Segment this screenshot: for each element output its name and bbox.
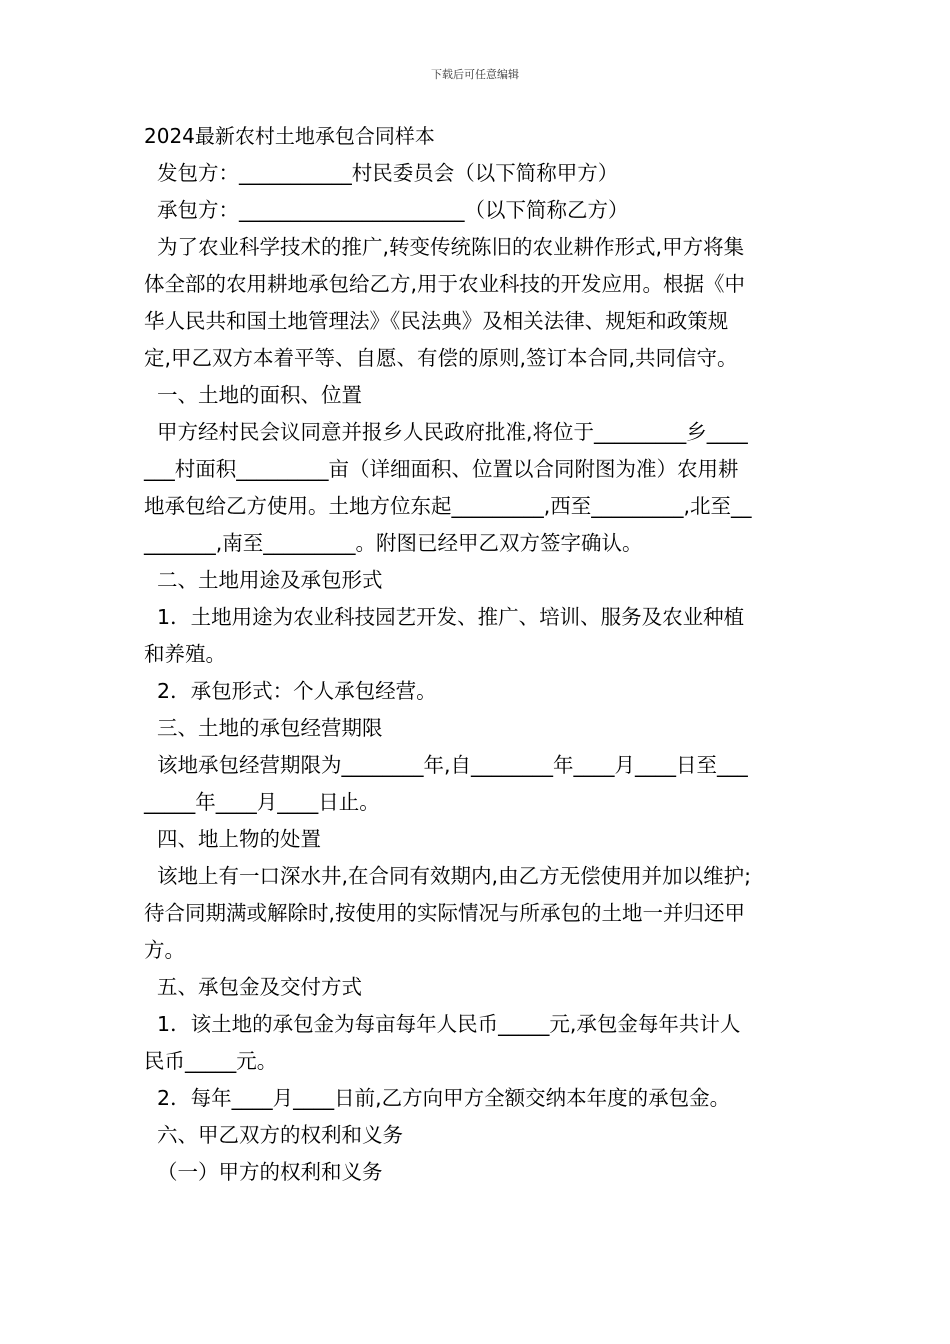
preamble-line: 华人民共和国土地管理法》《民法典》及相关法律、规矩和政策规: [144, 309, 729, 333]
section-heading: 二、土地用途及承包形式: [144, 568, 383, 592]
paragraph-line: 2．承包形式：个人承包经营。: [144, 679, 437, 703]
paragraph-line: 地承包给乙方使用。土地方位东起_________,西至_________,北至__: [144, 494, 752, 518]
preamble-line: 体全部的农用耕地承包给乙方,用于农业科技的开发应用。根据《中: [144, 272, 746, 296]
section-heading: 六、甲乙双方的权利和义务: [144, 1123, 404, 1147]
subsection-heading: （一）甲方的权利和义务: [144, 1160, 383, 1184]
paragraph-line: _____年____月____日止。: [144, 790, 380, 814]
paragraph-line: ___村面积_________亩（详细面积、位置以合同附图为准）农用耕: [144, 457, 739, 481]
section-heading: 四、地上物的处置: [144, 827, 322, 851]
paragraph-line: 待合同期满或解除时,按使用的实际情况与所承包的土地一并归还甲: [144, 901, 746, 925]
section-heading: 三、土地的承包经营期限: [144, 716, 383, 740]
section-heading: 五、承包金及交付方式: [144, 975, 363, 999]
preamble-line: 为了农业科学技术的推广,转变传统陈旧的农业耕作形式,甲方将集: [144, 235, 745, 259]
paragraph-line: 该地上有一口深水井,在合同有效期内,由乙方无偿使用并加以维护;: [144, 864, 751, 888]
paragraph-line: 和养殖。: [144, 642, 226, 666]
preamble-line: 定,甲乙双方本着平等、自愿、有偿的原则,签订本合同,共同信守。: [144, 346, 738, 370]
paragraph-line: 2．每年____月____日前,乙方向甲方全额交纳本年度的承包金。: [144, 1086, 731, 1110]
paragraph-line: 甲方经村民会议同意并报乡人民政府批准,将位于_________乡____: [144, 420, 748, 444]
paragraph-line: 该地承包经营期限为________年,自________年____月____日至___: [144, 753, 748, 777]
document-title: 2024最新农村土地承包合同样本: [144, 124, 435, 148]
contracting-party-line: 发包方：___________村民委员会（以下简称甲方）: [144, 161, 619, 185]
page-header-note: 下载后可任意编辑: [431, 68, 519, 81]
section-heading: 一、土地的面积、位置: [144, 383, 363, 407]
paragraph-line: 民币_____元。: [144, 1049, 278, 1073]
paragraph-line: _______,南至_________。附图已经甲乙双方签字确认。: [144, 531, 643, 555]
paragraph-line: 方。: [144, 938, 185, 962]
paragraph-line: 1．土地用途为农业科技园艺开发、推广、培训、服务及农业种植: [144, 605, 745, 629]
contract-body: [144, 118, 810, 1191]
paragraph-line: 1．该土地的承包金为每亩每年人民币_____元,承包金每年共计人: [144, 1012, 741, 1036]
contractor-line: 承包方：______________________（以下简称乙方）: [144, 198, 629, 222]
